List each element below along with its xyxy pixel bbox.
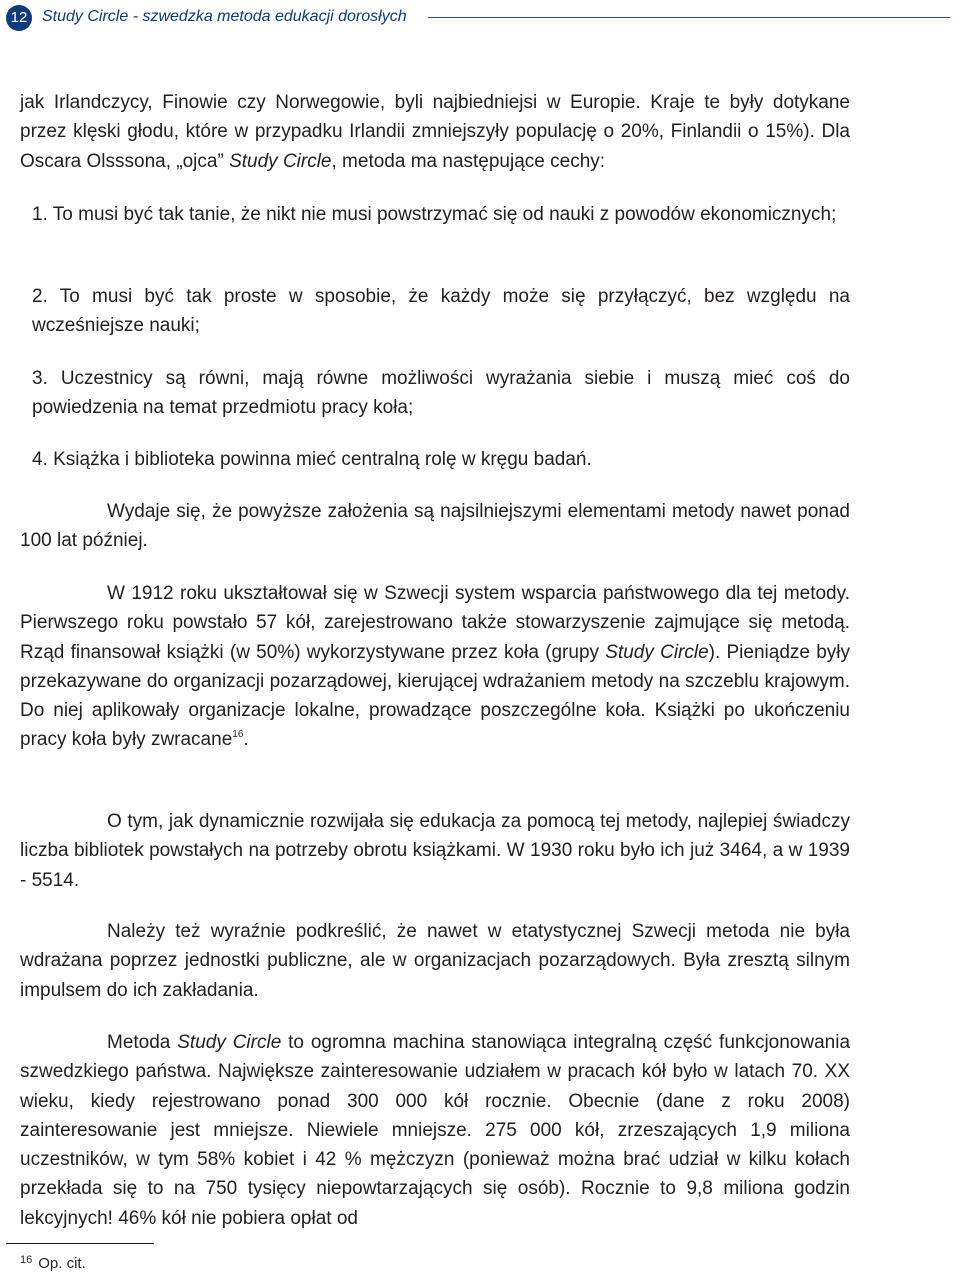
study-circle-italic: Study Circle — [229, 150, 332, 172]
paragraph-assumptions: Wydaje się, że powyższe założenia są najsilniejszymi elementami metody nawet ponad 100 lat później. — [20, 501, 850, 552]
paragraph-ngo: Należy też wyraźnie podkreślić, że nawet w etatystycznej Szwecji metoda nie była wdrażana poprzez jednostki publiczne, ale w organizacjach pozarządowych. Była zresztą silnym impulsem do ich zakładania. — [20, 921, 850, 1001]
footnote: $^{16}$ Op. cit. — [20, 1254, 86, 1272]
page-header — [0, 0, 960, 36]
paragraph-libraries: O tym, jak dynamicznie rozwijała się edukacja za pomocą tej metody, najlepiej świadczy liczba bibliotek powstałych na potrzeby obrotu książkami. W 1930 roku było ich już 3464, a w 1939 - 5514. — [20, 811, 850, 891]
list-item-3: 3. Uczestnicy są równi, mają równe możliwości wyrażania siebie i muszą mieć coś do powiedzenia na temat przedmiotu pracy koła; — [32, 368, 850, 419]
intro-paragraph: jak Irlandczycy, Finowie czy Norwegowie, byli najbiedniejsi w Europie. Kraje te były dotykane przez klęski głodu, które w przypadku Irlandii zmniejszyły populację o 20%, Finlandii o 15%). Dla Oscara Olsssona, „ojca” Study Circle, metoda ma następujące cechy: — [20, 92, 850, 172]
header-rule — [428, 17, 950, 18]
page-number-badge: 12 — [6, 5, 32, 31]
list-item-1: 1. To musi być tak tanie, że nikt nie musi powstrzymać się od nauki z powodów ekonomicznych; — [32, 204, 837, 225]
footnote-rule — [6, 1243, 154, 1244]
paragraph-1912: W 1912 roku ukształtował się w Szwecji system wsparcia państwowego dla tej metody. Pierwszego roku powstało 57 kół, zarejestrowano także stowarzyszenie zajmujące się metodą. Rząd finansował książki (w 50%) wykorzystywane przez koła (grupy Study Circle). Pieniądze były przekazywane do organizacji pozarządowej, kierującej wdrażaniem metody na szczeblu krajowym. Do niej aplikowały organizacje lokalne, prowadzące poszczególne koła. Książki po ukończeniu pracy koła były zwracane$^{16}$. — [20, 583, 850, 751]
running-title: Study Circle - szwedzka metoda edukacji dorosłych — [42, 8, 407, 25]
footnote-ref: 16 — [232, 729, 244, 741]
list-item-4: 4. Książka i biblioteka powinna mieć centralną rolę w kręgu badań. — [32, 449, 592, 470]
list-item-2: 2. To musi być tak proste w sposobie, że każdy może się przyłączyć, bez względu na wcześniejsze nauki; — [32, 286, 850, 337]
paragraph-scale: Metoda Study Circle to ogromna machina stanowiąca integralną część funkcjonowania szwedzkiego państwa. Największe zainteresowanie udziałem w pracach kół było w latach 70. XX wieku, kiedy rejestrowano ponad 300 000 kół rocznie. Obecnie (dane z roku 2008) zainteresowanie jest mniejsze. Niewiele mniejsze. 275 000 kół, zrzeszających 1,9 miliona uczestników, w tym 58% kobiet i 42 % mężczyzn (ponieważ można brać udział w kilku kołach przekłada się to na 750 tysięcy niepowtarzających się osób). Rocznie to 9,8 miliona godzin lekcyjnych! 46% kół nie pobiera opłat od — [20, 1032, 851, 1229]
